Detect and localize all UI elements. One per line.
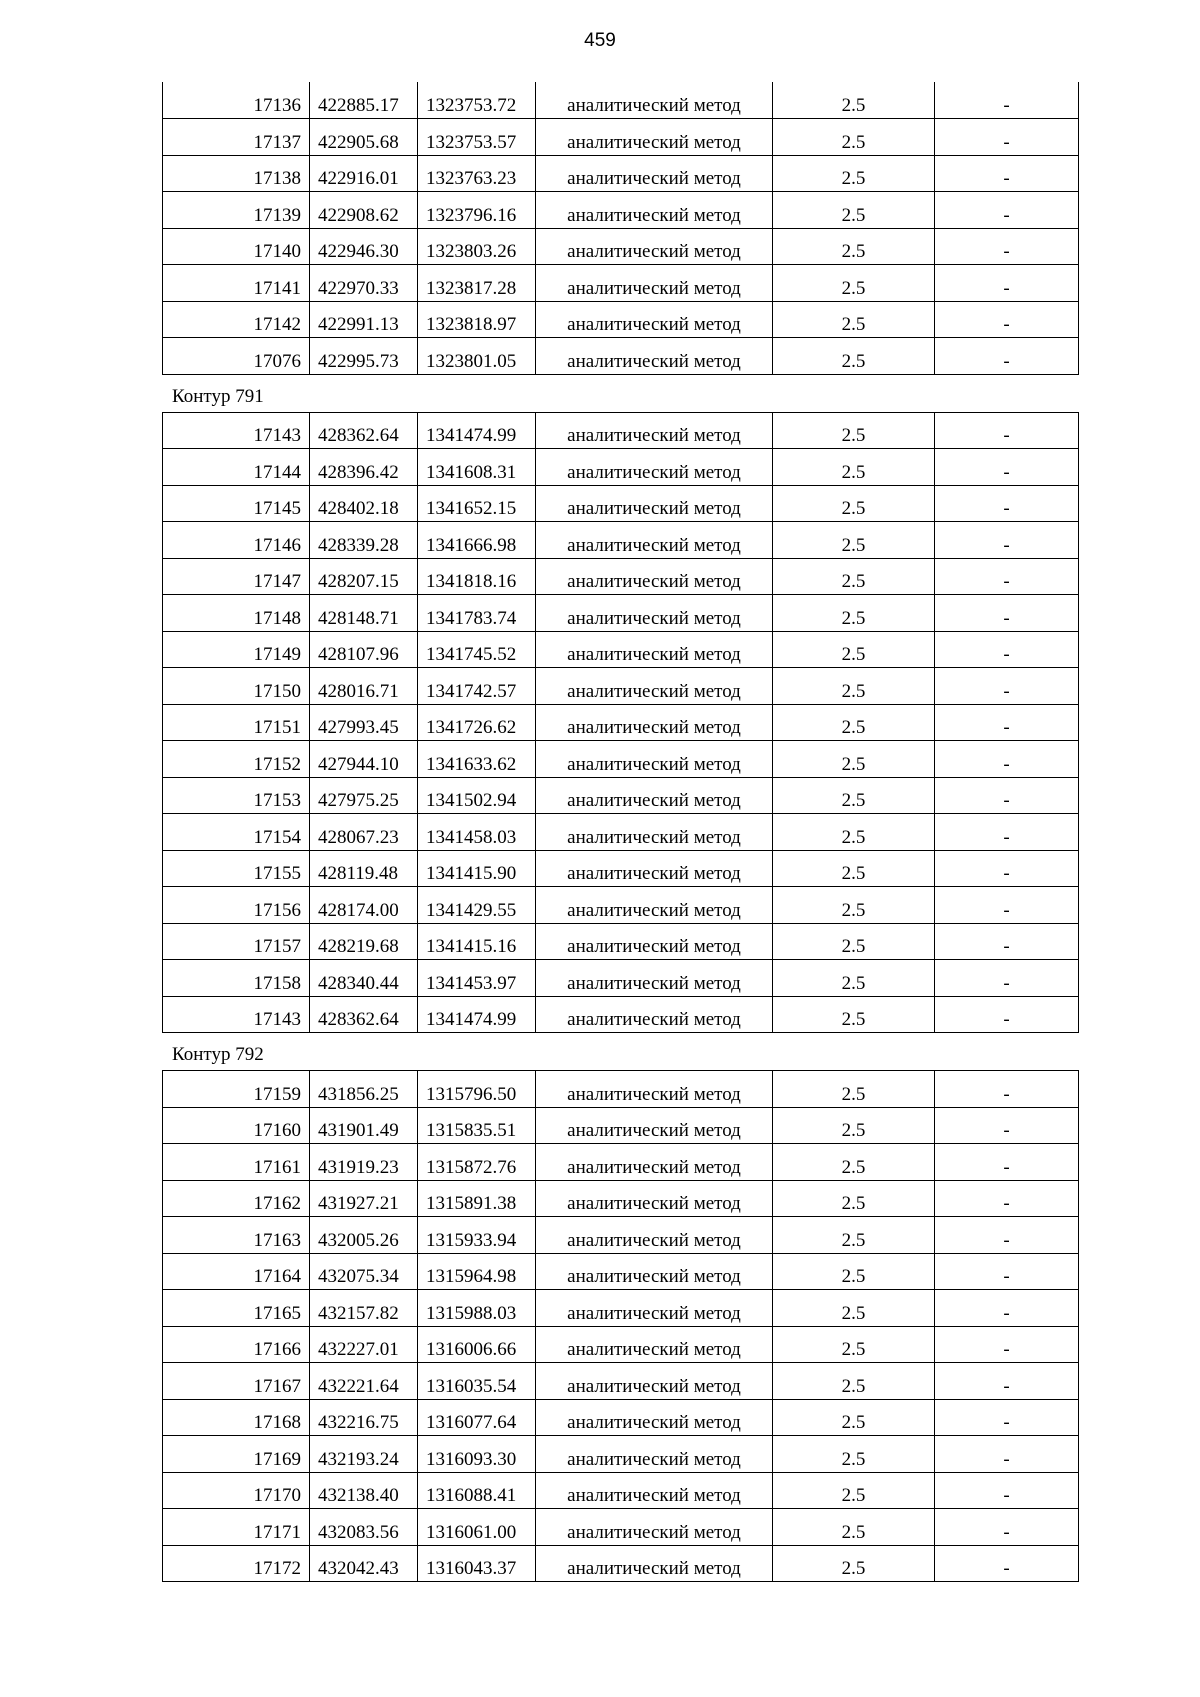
- note-cell: -: [935, 1144, 1079, 1181]
- method-cell: аналитический метод: [536, 338, 773, 375]
- table-row: [163, 1144, 1079, 1181]
- point-number-cell: 17140: [163, 228, 310, 265]
- y-coordinate-cell: 1323763.23: [418, 155, 536, 192]
- accuracy-cell: 2.5: [773, 777, 935, 814]
- accuracy-cell: 2.5: [773, 1071, 935, 1108]
- accuracy-cell: 2.5: [773, 704, 935, 741]
- x-coordinate-cell: 428219.68: [310, 923, 418, 960]
- point-number-cell: 17171: [163, 1509, 310, 1546]
- table-row: [163, 1290, 1079, 1327]
- method-cell: аналитический метод: [536, 1326, 773, 1363]
- method-cell: аналитический метод: [536, 558, 773, 595]
- table-row: [163, 741, 1079, 778]
- x-coordinate-cell: 428107.96: [310, 631, 418, 668]
- point-number-cell: 17142: [163, 301, 310, 338]
- y-coordinate-cell: 1315964.98: [418, 1253, 536, 1290]
- note-cell: -: [935, 1545, 1079, 1582]
- y-coordinate-cell: 1323801.05: [418, 338, 536, 375]
- point-number-cell: 17164: [163, 1253, 310, 1290]
- accuracy-cell: 2.5: [773, 1107, 935, 1144]
- y-coordinate-cell: 1323753.57: [418, 119, 536, 156]
- method-cell: аналитический метод: [536, 668, 773, 705]
- y-coordinate-cell: 1315835.51: [418, 1107, 536, 1144]
- table-row: [163, 412, 1079, 449]
- accuracy-cell: 2.5: [773, 522, 935, 559]
- y-coordinate-cell: 1323753.72: [418, 82, 536, 119]
- method-cell: аналитический метод: [536, 1545, 773, 1582]
- point-number-cell: 17172: [163, 1545, 310, 1582]
- accuracy-cell: 2.5: [773, 1326, 935, 1363]
- y-coordinate-cell: 1316077.64: [418, 1399, 536, 1436]
- accuracy-cell: 2.5: [773, 741, 935, 778]
- point-number-cell: 17153: [163, 777, 310, 814]
- table-row: [163, 1399, 1079, 1436]
- note-cell: -: [935, 449, 1079, 486]
- note-cell: -: [935, 814, 1079, 851]
- y-coordinate-cell: 1341726.62: [418, 704, 536, 741]
- table-row: [163, 265, 1079, 302]
- y-coordinate-cell: 1315872.76: [418, 1144, 536, 1181]
- y-coordinate-cell: 1315796.50: [418, 1071, 536, 1108]
- x-coordinate-cell: 422970.33: [310, 265, 418, 302]
- method-cell: аналитический метод: [536, 1399, 773, 1436]
- note-cell: -: [935, 923, 1079, 960]
- y-coordinate-cell: 1341429.55: [418, 887, 536, 924]
- x-coordinate-cell: 428207.15: [310, 558, 418, 595]
- method-cell: аналитический метод: [536, 485, 773, 522]
- x-coordinate-cell: 428402.18: [310, 485, 418, 522]
- method-cell: аналитический метод: [536, 850, 773, 887]
- y-coordinate-cell: 1323803.26: [418, 228, 536, 265]
- point-number-cell: 17149: [163, 631, 310, 668]
- method-cell: аналитический метод: [536, 777, 773, 814]
- y-coordinate-cell: 1341453.97: [418, 960, 536, 997]
- table-row: [163, 1436, 1079, 1473]
- point-number-cell: 17139: [163, 192, 310, 229]
- accuracy-cell: 2.5: [773, 155, 935, 192]
- x-coordinate-cell: 428174.00: [310, 887, 418, 924]
- table-row: [163, 814, 1079, 851]
- table-row: [163, 1472, 1079, 1509]
- note-cell: -: [935, 777, 1079, 814]
- point-number-cell: 17158: [163, 960, 310, 997]
- table-row: [163, 996, 1079, 1033]
- x-coordinate-cell: 422946.30: [310, 228, 418, 265]
- y-coordinate-cell: 1341666.98: [418, 522, 536, 559]
- x-coordinate-cell: 432075.34: [310, 1253, 418, 1290]
- method-cell: аналитический метод: [536, 301, 773, 338]
- y-coordinate-cell: 1341415.16: [418, 923, 536, 960]
- note-cell: -: [935, 1436, 1079, 1473]
- point-number-cell: 17151: [163, 704, 310, 741]
- x-coordinate-cell: 422885.17: [310, 82, 418, 119]
- x-coordinate-cell: 428362.64: [310, 412, 418, 449]
- x-coordinate-cell: 432157.82: [310, 1290, 418, 1327]
- x-coordinate-cell: 428067.23: [310, 814, 418, 851]
- note-cell: -: [935, 595, 1079, 632]
- accuracy-cell: 2.5: [773, 82, 935, 119]
- point-number-cell: 17166: [163, 1326, 310, 1363]
- note-cell: -: [935, 1253, 1079, 1290]
- x-coordinate-cell: 428362.64: [310, 996, 418, 1033]
- accuracy-cell: 2.5: [773, 1363, 935, 1400]
- note-cell: -: [935, 1326, 1079, 1363]
- table-row: [163, 192, 1079, 229]
- point-number-cell: 17157: [163, 923, 310, 960]
- point-number-cell: 17143: [163, 412, 310, 449]
- table-row: [163, 449, 1079, 486]
- note-cell: -: [935, 960, 1079, 997]
- note-cell: -: [935, 887, 1079, 924]
- note-cell: -: [935, 741, 1079, 778]
- note-cell: -: [935, 1107, 1079, 1144]
- point-number-cell: 17170: [163, 1472, 310, 1509]
- table-row: [163, 1253, 1079, 1290]
- point-number-cell: 17160: [163, 1107, 310, 1144]
- accuracy-cell: 2.5: [773, 595, 935, 632]
- table-row: [163, 119, 1079, 156]
- coordinates-table: [162, 82, 1079, 375]
- x-coordinate-cell: 427975.25: [310, 777, 418, 814]
- accuracy-cell: 2.5: [773, 301, 935, 338]
- page-number: 459: [584, 30, 616, 51]
- method-cell: аналитический метод: [536, 412, 773, 449]
- accuracy-cell: 2.5: [773, 119, 935, 156]
- note-cell: -: [935, 996, 1079, 1033]
- y-coordinate-cell: 1341415.90: [418, 850, 536, 887]
- y-coordinate-cell: 1316093.30: [418, 1436, 536, 1473]
- x-coordinate-cell: 432221.64: [310, 1363, 418, 1400]
- note-cell: -: [935, 228, 1079, 265]
- table-row: [163, 1509, 1079, 1546]
- x-coordinate-cell: 422916.01: [310, 155, 418, 192]
- table-row: [163, 228, 1079, 265]
- method-cell: аналитический метод: [536, 192, 773, 229]
- accuracy-cell: 2.5: [773, 338, 935, 375]
- accuracy-cell: 2.5: [773, 192, 935, 229]
- accuracy-cell: 2.5: [773, 1290, 935, 1327]
- accuracy-cell: 2.5: [773, 996, 935, 1033]
- note-cell: -: [935, 192, 1079, 229]
- table-row: [163, 923, 1079, 960]
- method-cell: аналитический метод: [536, 923, 773, 960]
- point-number-cell: 17141: [163, 265, 310, 302]
- point-number-cell: 17167: [163, 1363, 310, 1400]
- y-coordinate-cell: 1323817.28: [418, 265, 536, 302]
- note-cell: -: [935, 558, 1079, 595]
- method-cell: аналитический метод: [536, 119, 773, 156]
- accuracy-cell: 2.5: [773, 1180, 935, 1217]
- method-cell: аналитический метод: [536, 595, 773, 632]
- table-row: [163, 1180, 1079, 1217]
- note-cell: -: [935, 1180, 1079, 1217]
- note-cell: -: [935, 704, 1079, 741]
- accuracy-cell: 2.5: [773, 485, 935, 522]
- y-coordinate-cell: 1315988.03: [418, 1290, 536, 1327]
- method-cell: аналитический метод: [536, 1107, 773, 1144]
- note-cell: -: [935, 1509, 1079, 1546]
- x-coordinate-cell: 431856.25: [310, 1071, 418, 1108]
- y-coordinate-cell: 1316035.54: [418, 1363, 536, 1400]
- method-cell: аналитический метод: [536, 228, 773, 265]
- accuracy-cell: 2.5: [773, 850, 935, 887]
- note-cell: -: [935, 1472, 1079, 1509]
- point-number-cell: 17137: [163, 119, 310, 156]
- x-coordinate-cell: 432042.43: [310, 1545, 418, 1582]
- accuracy-cell: 2.5: [773, 960, 935, 997]
- point-number-cell: 17146: [163, 522, 310, 559]
- y-coordinate-cell: 1323818.97: [418, 301, 536, 338]
- table-row: [163, 1326, 1079, 1363]
- point-number-cell: 17152: [163, 741, 310, 778]
- method-cell: аналитический метод: [536, 522, 773, 559]
- method-cell: аналитический метод: [536, 449, 773, 486]
- note-cell: -: [935, 485, 1079, 522]
- point-number-cell: 17169: [163, 1436, 310, 1473]
- note-cell: -: [935, 301, 1079, 338]
- x-coordinate-cell: 428016.71: [310, 668, 418, 705]
- x-coordinate-cell: 432216.75: [310, 1399, 418, 1436]
- note-cell: -: [935, 155, 1079, 192]
- contour-title: Контур 791: [172, 385, 264, 407]
- y-coordinate-cell: 1341745.52: [418, 631, 536, 668]
- x-coordinate-cell: 428119.48: [310, 850, 418, 887]
- point-number-cell: 17163: [163, 1217, 310, 1254]
- y-coordinate-cell: 1341474.99: [418, 412, 536, 449]
- accuracy-cell: 2.5: [773, 1253, 935, 1290]
- note-cell: -: [935, 82, 1079, 119]
- accuracy-cell: 2.5: [773, 1399, 935, 1436]
- point-number-cell: 17154: [163, 814, 310, 851]
- point-number-cell: 17144: [163, 449, 310, 486]
- table-row: [163, 595, 1079, 632]
- method-cell: аналитический метод: [536, 82, 773, 119]
- point-number-cell: 17138: [163, 155, 310, 192]
- x-coordinate-cell: 432138.40: [310, 1472, 418, 1509]
- point-number-cell: 17076: [163, 338, 310, 375]
- y-coordinate-cell: 1341783.74: [418, 595, 536, 632]
- table-row: [163, 850, 1079, 887]
- table-row: [163, 155, 1079, 192]
- x-coordinate-cell: 427944.10: [310, 741, 418, 778]
- point-number-cell: 17150: [163, 668, 310, 705]
- accuracy-cell: 2.5: [773, 668, 935, 705]
- table-row: [163, 887, 1079, 924]
- table-row: [163, 631, 1079, 668]
- accuracy-cell: 2.5: [773, 814, 935, 851]
- contour-title: Контур 792: [172, 1044, 264, 1065]
- x-coordinate-cell: 431919.23: [310, 1144, 418, 1181]
- x-coordinate-cell: 427993.45: [310, 704, 418, 741]
- x-coordinate-cell: 428396.42: [310, 449, 418, 486]
- x-coordinate-cell: 422905.68: [310, 119, 418, 156]
- note-cell: -: [935, 265, 1079, 302]
- point-number-cell: 17156: [163, 887, 310, 924]
- x-coordinate-cell: 422991.13: [310, 301, 418, 338]
- method-cell: аналитический метод: [536, 155, 773, 192]
- x-coordinate-cell: 432227.01: [310, 1326, 418, 1363]
- table-row: [163, 1217, 1079, 1254]
- table-row: [163, 301, 1079, 338]
- x-coordinate-cell: 431927.21: [310, 1180, 418, 1217]
- table-row: [163, 558, 1079, 595]
- point-number-cell: 17143: [163, 996, 310, 1033]
- x-coordinate-cell: 428340.44: [310, 960, 418, 997]
- y-coordinate-cell: 1315891.38: [418, 1180, 536, 1217]
- accuracy-cell: 2.5: [773, 1472, 935, 1509]
- method-cell: аналитический метод: [536, 1071, 773, 1108]
- accuracy-cell: 2.5: [773, 558, 935, 595]
- coordinates-document: [162, 82, 1078, 1582]
- method-cell: аналитический метод: [536, 1509, 773, 1546]
- method-cell: аналитический метод: [536, 887, 773, 924]
- accuracy-cell: 2.5: [773, 1217, 935, 1254]
- y-coordinate-cell: 1341502.94: [418, 777, 536, 814]
- method-cell: аналитический метод: [536, 265, 773, 302]
- y-coordinate-cell: 1341474.99: [418, 996, 536, 1033]
- method-cell: аналитический метод: [536, 631, 773, 668]
- y-coordinate-cell: 1341818.16: [418, 558, 536, 595]
- table-row: [163, 1363, 1079, 1400]
- accuracy-cell: 2.5: [773, 412, 935, 449]
- accuracy-cell: 2.5: [773, 1545, 935, 1582]
- accuracy-cell: 2.5: [773, 1436, 935, 1473]
- y-coordinate-cell: 1316006.66: [418, 1326, 536, 1363]
- accuracy-cell: 2.5: [773, 449, 935, 486]
- y-coordinate-cell: 1341458.03: [418, 814, 536, 851]
- method-cell: аналитический метод: [536, 1253, 773, 1290]
- table-row: [163, 777, 1079, 814]
- table-row: [163, 1107, 1079, 1144]
- table-row: [163, 1545, 1079, 1582]
- y-coordinate-cell: 1341742.57: [418, 668, 536, 705]
- point-number-cell: 17159: [163, 1071, 310, 1108]
- point-number-cell: 17148: [163, 595, 310, 632]
- method-cell: аналитический метод: [536, 996, 773, 1033]
- y-coordinate-cell: 1316088.41: [418, 1472, 536, 1509]
- method-cell: аналитический метод: [536, 960, 773, 997]
- table-row: [163, 1071, 1079, 1108]
- coordinates-table: [162, 412, 1079, 1034]
- note-cell: -: [935, 1290, 1079, 1327]
- note-cell: -: [935, 1399, 1079, 1436]
- note-cell: -: [935, 1363, 1079, 1400]
- accuracy-cell: 2.5: [773, 631, 935, 668]
- note-cell: -: [935, 338, 1079, 375]
- method-cell: аналитический метод: [536, 814, 773, 851]
- x-coordinate-cell: 422908.62: [310, 192, 418, 229]
- method-cell: аналитический метод: [536, 1436, 773, 1473]
- point-number-cell: 17145: [163, 485, 310, 522]
- point-number-cell: 17136: [163, 82, 310, 119]
- note-cell: -: [935, 850, 1079, 887]
- table-row: [163, 960, 1079, 997]
- point-number-cell: 17162: [163, 1180, 310, 1217]
- x-coordinate-cell: 422995.73: [310, 338, 418, 375]
- method-cell: аналитический метод: [536, 1290, 773, 1327]
- table-row: [163, 338, 1079, 375]
- method-cell: аналитический метод: [536, 1217, 773, 1254]
- y-coordinate-cell: 1341633.62: [418, 741, 536, 778]
- note-cell: -: [935, 1071, 1079, 1108]
- x-coordinate-cell: 428148.71: [310, 595, 418, 632]
- x-coordinate-cell: 431901.49: [310, 1107, 418, 1144]
- method-cell: аналитический метод: [536, 704, 773, 741]
- y-coordinate-cell: 1323796.16: [418, 192, 536, 229]
- method-cell: аналитический метод: [536, 1472, 773, 1509]
- note-cell: -: [935, 412, 1079, 449]
- note-cell: -: [935, 668, 1079, 705]
- x-coordinate-cell: 428339.28: [310, 522, 418, 559]
- point-number-cell: 17161: [163, 1144, 310, 1181]
- accuracy-cell: 2.5: [773, 1509, 935, 1546]
- table-row: [163, 522, 1079, 559]
- accuracy-cell: 2.5: [773, 265, 935, 302]
- accuracy-cell: 2.5: [773, 228, 935, 265]
- method-cell: аналитический метод: [536, 1180, 773, 1217]
- point-number-cell: 17165: [163, 1290, 310, 1327]
- point-number-cell: 17147: [163, 558, 310, 595]
- x-coordinate-cell: 432193.24: [310, 1436, 418, 1473]
- method-cell: аналитический метод: [536, 1144, 773, 1181]
- y-coordinate-cell: 1316043.37: [418, 1545, 536, 1582]
- note-cell: -: [935, 1217, 1079, 1254]
- table-row: [163, 704, 1079, 741]
- x-coordinate-cell: 432083.56: [310, 1509, 418, 1546]
- table-row: [163, 485, 1079, 522]
- note-cell: -: [935, 119, 1079, 156]
- y-coordinate-cell: 1315933.94: [418, 1217, 536, 1254]
- method-cell: аналитический метод: [536, 1363, 773, 1400]
- coordinates-table: [162, 1070, 1079, 1582]
- accuracy-cell: 2.5: [773, 887, 935, 924]
- method-cell: аналитический метод: [536, 741, 773, 778]
- x-coordinate-cell: 432005.26: [310, 1217, 418, 1254]
- y-coordinate-cell: 1341608.31: [418, 449, 536, 486]
- note-cell: -: [935, 631, 1079, 668]
- y-coordinate-cell: 1316061.00: [418, 1509, 536, 1546]
- accuracy-cell: 2.5: [773, 1144, 935, 1181]
- accuracy-cell: 2.5: [773, 923, 935, 960]
- y-coordinate-cell: 1341652.15: [418, 485, 536, 522]
- point-number-cell: 17155: [163, 850, 310, 887]
- note-cell: -: [935, 522, 1079, 559]
- point-number-cell: 17168: [163, 1399, 310, 1436]
- table-row: [163, 82, 1079, 119]
- table-row: [163, 668, 1079, 705]
